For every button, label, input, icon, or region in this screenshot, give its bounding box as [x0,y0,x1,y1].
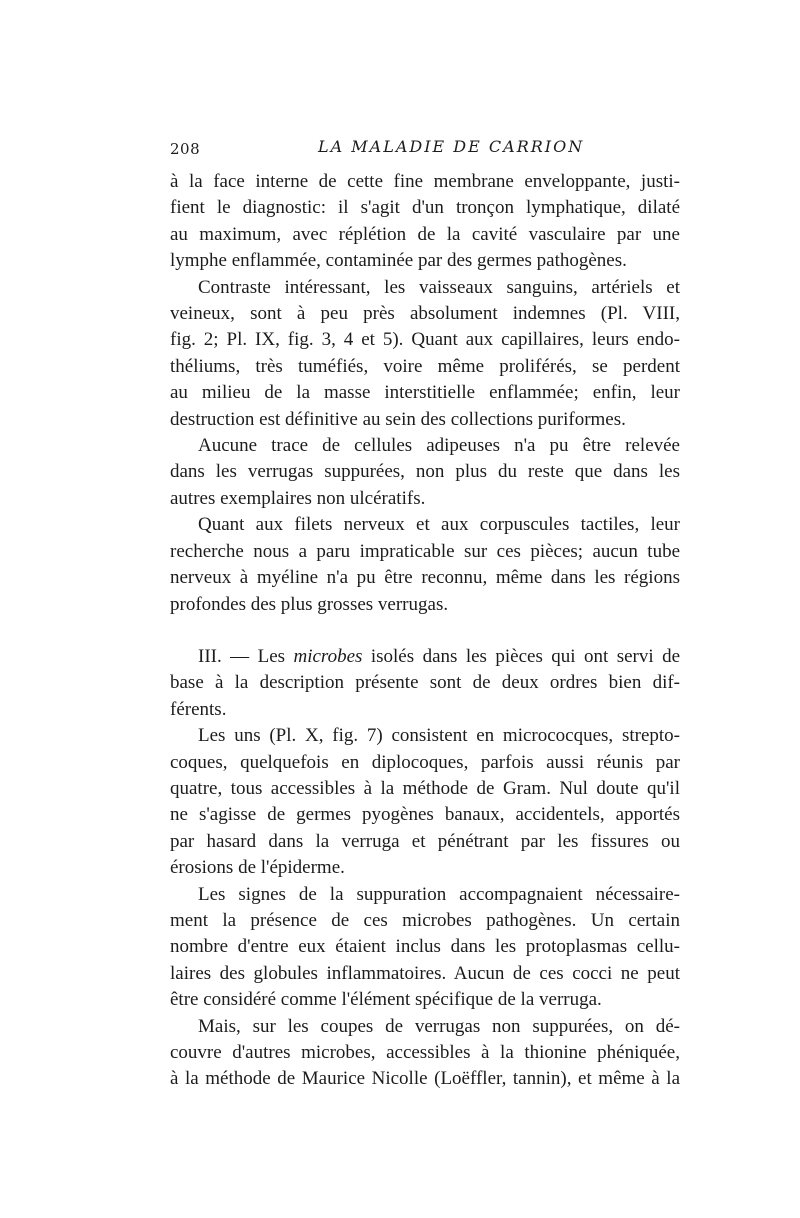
text-line: être considéré comme l'élément spécifique de la verruga. [170,989,602,1011]
page-number: 208 [170,140,201,158]
text-line: dans les verrugas suppurées, non plus du reste que dans les [170,461,680,483]
paragraph-3 [170,433,680,512]
paragraph-4 [170,512,680,618]
text-line: nerveux à myéline n'a pu être reconnu, même dans les régions [170,567,680,589]
text-line: Aucune trace de cellules adipeuses n'a pu être relevée [198,435,680,457]
text-line: recherche nous a paru impraticable sur ces pièces; aucun tube [170,540,680,562]
text-line: à la méthode de Maurice Nicolle (Loëffler, tannin), et même à la [170,1068,680,1090]
text-line: Les uns (Pl. X, fig. 7) consistent en micrococques, strepto- [198,725,680,747]
text-line: théliums, très tuméfiés, voire même proliférés, se perdent [170,355,680,377]
page-header [170,137,680,162]
paragraph-6 [170,723,680,881]
text-fragment: isolés dans les pièces qui ont servi de [362,645,680,667]
text-line: autres exemplaires non ulcératifs. [170,487,426,509]
text-line: Les signes de la suppuration accompagnaient nécessaire- [198,883,680,905]
text-line: nombre d'entre eux étaient inclus dans les protoplasmas cellu- [170,936,680,958]
text-line: Contraste intéressant, les vaisseaux sanguins, artériels et [198,276,680,298]
text-line: férents. [170,698,227,720]
paragraph-1 [170,169,680,275]
text-line [170,644,680,670]
text-line: veineux, sont à peu près absolument indemnes (Pl. VIII, [170,303,680,325]
paragraph-2 [170,275,680,433]
text-line: Quant aux filets nerveux et aux corpuscules tactiles, leur [198,514,680,536]
paragraph-8 [170,1014,680,1093]
text-line: lymphe enflammée, contaminée par des germes pathogènes. [170,250,627,272]
text-line: quatre, tous accessibles à la méthode de Gram. Nul doute qu'il [170,777,680,799]
text-line: fient le diagnostic: il s'agit d'un tronçon lymphatique, dilaté [170,197,680,219]
paragraph-section-iii [170,644,680,723]
text-line: fig. 2; Pl. IX, fig. 3, 4 et 5). Quant aux capillaires, leurs endo- [170,329,680,351]
text-line: ment la présence de ces microbes pathogènes. Un certain [170,909,680,931]
section-marker: III. — Les [198,645,294,667]
text-line: au maximum, avec réplétion de la cavité vasculaire par une [170,223,680,245]
text-line: base à la description présente sont de deux ordres bien dif- [170,672,680,694]
paragraph-7 [170,882,680,1014]
text-line: coques, quelquefois en diplocoques, parfois aussi réunis par [170,751,680,773]
section-gap [170,618,680,644]
text-line: laires des globules inflammatoires. Aucun de ces cocci ne peut [170,962,680,984]
page-body [170,169,680,1093]
running-title: LA MALADIE DE CARRION [318,137,585,156]
text-line: Mais, sur les coupes de verrugas non suppurées, on dé- [198,1015,680,1037]
text-line: ne s'agisse de germes pyogènes banaux, accidentels, apportés [170,804,680,826]
text-line: au milieu de la masse interstitielle enflammée; enfin, leur [170,382,680,404]
text-line: par hasard dans la verruga et pénétrant par les fissures ou [170,830,680,852]
text-line: à la face interne de cette fine membrane enveloppante, justi- [170,171,680,192]
text-line: couvre d'autres microbes, accessibles à la thionine phéniquée, [170,1042,680,1063]
text-line: érosions de l'épiderme. [170,857,345,879]
italic-term: microbes [293,645,363,667]
text-line: profondes des plus grosses verrugas. [170,593,449,615]
text-line: destruction est définitive au sein des collections puriformes. [170,408,626,430]
